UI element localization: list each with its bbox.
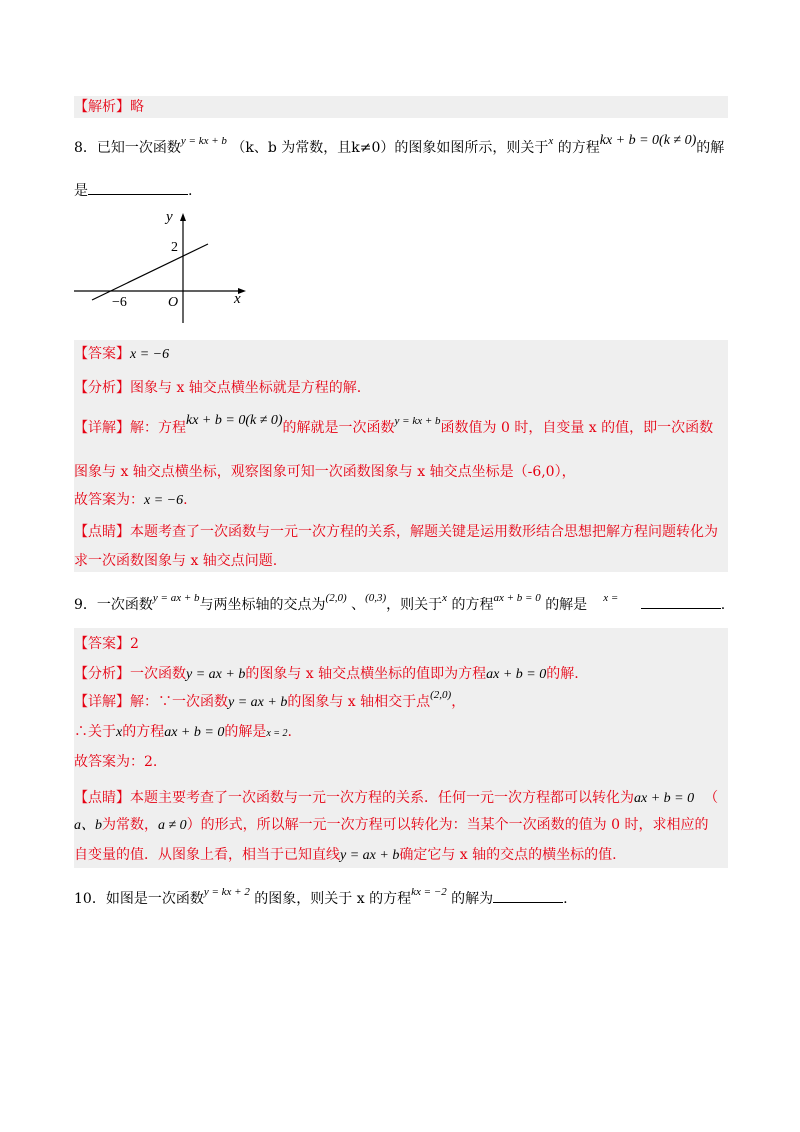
dianjing-tag: 【点睛】 xyxy=(74,790,130,806)
q9-detail-line1 xyxy=(74,689,466,713)
q10-equation: kx = −2 xyxy=(411,886,447,898)
q9-answer: 2 xyxy=(130,636,139,652)
y-axis-arrow xyxy=(180,213,186,221)
q9-fenxi-c: 的解. xyxy=(546,666,579,682)
q9-dianjing-2c: a ≠ 0 xyxy=(158,818,187,833)
q8-function: y = kx + b xyxy=(180,135,227,147)
q9-fenxi-eq: ax + b = 0 xyxy=(486,667,547,682)
q9-mid2: ，则关于 xyxy=(386,597,443,613)
q8-detail-eq: kx + b = 0(k ≠ 0) xyxy=(186,413,283,428)
q8-answer-line xyxy=(74,344,169,365)
q10-mid1: 的图象，则关于 x 的方程 xyxy=(254,891,412,907)
q8-detail-a: 解：方程 xyxy=(130,420,186,436)
q8-line2-text: 是 xyxy=(74,183,88,199)
q9-line2-ans: x = 2 xyxy=(266,728,288,739)
q9-dianjing-line2 xyxy=(74,815,709,836)
q9-period: . xyxy=(720,597,726,613)
function-line xyxy=(92,244,208,300)
q9-var: x xyxy=(442,592,448,604)
q8-dianjing-2: 求一次函数图象与 x 轴交点问题. xyxy=(74,553,278,569)
q9-line2-eq: ax + b = 0 xyxy=(164,725,225,740)
analysis-text: 略 xyxy=(130,99,144,115)
q9-dianjing-line1 xyxy=(74,788,718,809)
q9-dianjing-2a: a、b xyxy=(74,818,102,833)
q8-number: 8．已知一次函数 xyxy=(74,140,181,156)
q8-dianjing-1: 本题考查了一次函数与一元一次方程的关系，解题关键是运用数形结合思想把解方程问题转化为 xyxy=(130,524,718,540)
q8-period: . xyxy=(188,183,193,199)
q9-line2-d: . xyxy=(287,724,292,740)
y-intercept-label: 2 xyxy=(171,240,178,255)
q9-mid4: 的解是 xyxy=(545,597,588,613)
q10-question-line xyxy=(74,888,568,910)
q8-question-line1 xyxy=(74,133,725,159)
q8-dianjing-line1 xyxy=(74,522,718,542)
y-axis-label: y xyxy=(166,209,173,225)
q8-equation: kx + b = 0(k ≠ 0) xyxy=(599,133,697,148)
answer-tag: 【答案】 xyxy=(74,346,130,362)
q8-answer-blank[interactable] xyxy=(88,180,188,195)
q9-detail-fn: y = ax + b xyxy=(228,695,288,710)
q9-line3: 故答案为：2. xyxy=(74,754,158,770)
q9-line2-b: 的方程 xyxy=(122,724,165,740)
q9-detail-b: 的图象与 x 轴相交于点 xyxy=(287,694,431,710)
q9-detail-point: (2,0) xyxy=(430,689,452,701)
q9-detail-line3 xyxy=(74,752,157,772)
fenxi-tag: 【分析】 xyxy=(74,380,130,396)
x-intercept-label: −6 xyxy=(112,295,127,310)
q9-line2-c: 的解是 xyxy=(224,724,267,740)
analysis-tag: 【解析】 xyxy=(74,99,130,115)
answer-tag: 【答案】 xyxy=(74,636,130,652)
q8-question-line2 xyxy=(74,180,192,201)
q10-function: y = kx + 2 xyxy=(203,886,250,898)
q9-fenxi-a: 一次函数 xyxy=(130,666,186,682)
q9-dianjing-1eq: ax + b = 0 xyxy=(634,791,695,806)
q9-fenxi-fn: y = ax + b xyxy=(186,667,246,682)
q8-detail-fn: y = kx + b xyxy=(394,415,441,427)
q8-detail-line3-ans: x = −6 xyxy=(144,493,184,508)
q9-dianjing-3fn: y = ax + b xyxy=(340,848,400,863)
q9-detail-a: 解：∵一次函数 xyxy=(130,694,228,710)
q9-fenxi-b: 的图象与 x 轴交点横坐标的值即为方程 xyxy=(245,666,487,682)
q10-mid2: 的解为 xyxy=(451,891,494,907)
detail-tag: 【详解】 xyxy=(74,420,130,436)
q9-mid3: 的方程 xyxy=(451,597,494,613)
q7-analysis-box xyxy=(74,96,728,118)
q8-detail-line3-a: 故答案为： xyxy=(74,492,144,508)
q8-graph xyxy=(70,205,260,327)
q9-equation: ax + b = 0 xyxy=(493,592,541,604)
q8-fenxi: 图象与 x 轴交点横坐标就是方程的解. xyxy=(130,380,362,396)
q9-fenxi-line xyxy=(74,664,579,685)
q8-detail-line1 xyxy=(74,413,714,439)
q8-var: x xyxy=(548,135,554,147)
fenxi-tag: 【分析】 xyxy=(74,666,130,682)
q9-line2-a: ∴关于 xyxy=(74,724,116,740)
q8-mid: 的方程 xyxy=(557,140,600,156)
q8-end: 的解 xyxy=(696,140,725,156)
q8-detail-b: 的解就是一次函数 xyxy=(282,420,395,436)
q9-detail-c: ， xyxy=(451,694,466,710)
q9-dianjing-line3 xyxy=(74,845,617,866)
q9-line2-var: x xyxy=(116,725,123,740)
q8-condition: （k、b 为常数，且k≠0）的图象如图所示，则关于 xyxy=(231,140,549,156)
q9-dianjing-1a: 本题主要考查了一次函数与一元一次方程的关系．任何一元一次方程都可以转化为 xyxy=(130,790,634,806)
q9-dianjing-2d: ）的形式，所以解一元一次方程可以转化为：当某个一次函数的值为 0 时，求相应的 xyxy=(186,817,709,833)
q9-dianjing-3b: 确定它与 x 轴的交点的横坐标的值. xyxy=(399,847,617,863)
q9-answer-lhs: x = xyxy=(603,592,619,604)
q9-mid1: 与两坐标轴的交点为 xyxy=(199,597,326,613)
q10-period: . xyxy=(563,891,568,907)
q9-answer-blank[interactable] xyxy=(641,594,721,609)
q9-dianjing-2b: 为常数， xyxy=(102,817,158,833)
q10-number: 10．如图是一次函数 xyxy=(74,891,204,907)
q9-detail-line2 xyxy=(74,722,292,744)
x-axis-label: x xyxy=(234,291,241,307)
q8-detail-line2 xyxy=(74,462,576,482)
q8-detail-c: 函数值为 0 时，自变量 x 的值，即一次函数 xyxy=(440,420,714,436)
q10-answer-blank[interactable] xyxy=(493,888,563,903)
q9-question-line xyxy=(74,594,725,616)
q9-dianjing-1b: （ xyxy=(704,790,719,806)
q9-point1: (2,0) xyxy=(325,592,347,604)
q9-number: 9．一次函数 xyxy=(74,597,153,613)
q7-analysis-line xyxy=(74,97,144,117)
q8-detail-line3 xyxy=(74,490,188,511)
detail-tag: 【详解】 xyxy=(74,694,130,710)
q8-detail-line2-text: 图象与 x 轴交点横坐标，观察图象可知一次函数图象与 x 轴交点坐标是（-6,0）， xyxy=(74,464,576,480)
dianjing-tag: 【点睛】 xyxy=(74,524,130,540)
q9-sep: 、 xyxy=(351,597,366,613)
q8-fenxi-line xyxy=(74,378,361,398)
q9-answer-line xyxy=(74,634,139,654)
q9-point2: (0,3) xyxy=(365,592,387,604)
q9-function: y = ax + b xyxy=(152,592,200,604)
origin-label: O xyxy=(168,295,179,310)
q8-detail-line3-b: . xyxy=(183,492,188,508)
q9-dianjing-3a: 自变量的值．从图象上看，相当于已知直线 xyxy=(74,847,340,863)
q8-answer: x = −6 xyxy=(130,347,170,362)
q8-dianjing-line2 xyxy=(74,551,277,571)
